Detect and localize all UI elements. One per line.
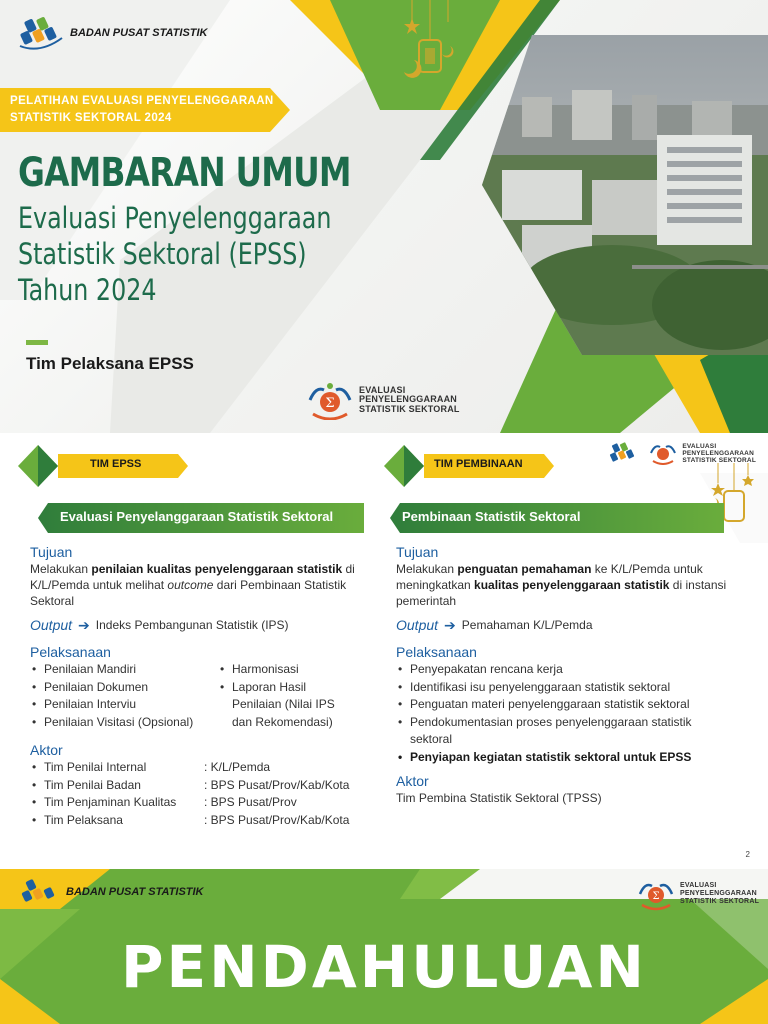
output-label: Output	[30, 617, 73, 633]
epss-small-line-2: PENYELENGGARAAN	[682, 449, 754, 457]
training-line-1: PELATIHAN EVALUASI PENYELENGGARAAN	[10, 95, 274, 107]
right-pelaksanaan-list	[396, 661, 736, 766]
list-item-bold: • Penyiapan kegiatan statistik sektoral untuk EPSS	[396, 749, 736, 767]
aktor-list	[30, 759, 370, 829]
left-pelaksanaan-heading: Pelaksanaan	[30, 644, 111, 660]
text-part: Melakukan	[396, 562, 458, 576]
pelaksanaan-list-a	[30, 661, 218, 731]
text-part: Melakukan	[30, 562, 92, 576]
svg-text:Σ: Σ	[652, 891, 660, 902]
epss-small-line-3: STATISTIK SEKTORAL	[682, 456, 756, 464]
epss-logo-line-2: PENYELENGGARAAN	[359, 394, 458, 405]
cover-slide	[0, 0, 768, 433]
aktor-row	[30, 794, 370, 812]
bps-logo	[20, 877, 204, 907]
svg-text:Σ: Σ	[325, 396, 335, 411]
tim-pembinaan-tag	[384, 445, 554, 487]
epss-logo-line-1: EVALUASI	[680, 882, 717, 889]
list-item: • Identifikasi isu penyelenggaraan statistik sektoral	[396, 679, 736, 697]
org-name: BADAN PUSAT STATISTIK	[70, 27, 208, 39]
left-tujuan-text	[30, 561, 370, 609]
left-pelaksanaan-lists	[30, 661, 370, 731]
text-bold: kualitas penyelenggaraan statistik	[474, 578, 670, 592]
line: dan Rekomendasi)	[232, 714, 333, 729]
bps-logo	[18, 16, 208, 50]
right-aktor-value: Tim Pembina Statistik Sektoral (TPSS)	[396, 791, 602, 805]
city-photo	[462, 35, 768, 355]
epss-logo-line-2: PENYELENGGARAAN	[680, 890, 757, 897]
title-line-2: Statistik Sektoral (EPSS)	[18, 237, 307, 271]
bps-emblem-icon	[20, 877, 60, 907]
right-tujuan-heading: Tujuan	[396, 544, 439, 560]
line: Laporan Hasil	[232, 679, 307, 694]
left-banner	[38, 503, 364, 533]
overview-slide	[0, 433, 768, 869]
text-part: ke K/L/Pemda untuk meningkatkan	[396, 562, 703, 592]
training-line-2: STATISTIK SEKTORAL 2024	[10, 112, 172, 124]
right-banner	[390, 503, 724, 533]
right-column	[396, 543, 736, 814]
bps-emblem-icon	[608, 442, 638, 464]
lantern-ornament	[392, 0, 472, 80]
team-name: Tim Pelaksana EPSS	[26, 354, 194, 373]
epss-logo-line-1: EVALUASI	[359, 384, 406, 395]
training-ribbon	[0, 88, 290, 132]
list-item: • Penilaian Mandiri	[30, 661, 218, 679]
tim-pembinaan-label: TIM PEMBINAAN	[434, 458, 523, 470]
text-part: di instansi pemerintah	[396, 578, 727, 608]
left-column	[30, 543, 370, 829]
output-value: Indeks Pembangunan Statistik (IPS)	[95, 618, 289, 632]
list-item: • Penguatan materi penyelenggaraan statistik sektoral	[396, 696, 736, 714]
aktor-name: • Tim Penilai Badan	[30, 777, 204, 795]
epss-small-line-1: EVALUASI	[682, 442, 717, 450]
output-label: Output	[396, 617, 439, 633]
aktor-row	[30, 777, 370, 795]
text-bold: penguatan pemahaman	[457, 562, 592, 576]
section-title: PENDAHULUAN	[121, 933, 647, 1001]
bps-emblem-icon	[18, 16, 64, 50]
aktor-row	[30, 759, 370, 777]
output-value: Pemahaman K/L/Pemda	[461, 618, 593, 632]
aktor-value: : BPS Pusat/Prov/Kab/Kota	[204, 812, 350, 827]
arrow-right-icon: ➔	[78, 617, 90, 633]
list-item: • Penilaian Dokumen	[30, 679, 218, 697]
aktor-name: • Tim Penjaminan Kualitas	[30, 794, 204, 812]
epss-logo-small	[648, 441, 756, 465]
left-aktor-heading: Aktor	[30, 742, 63, 758]
section-slide	[0, 869, 768, 1024]
title-subtitle	[18, 200, 331, 308]
aktor-name: • Tim Pelaksana	[30, 812, 204, 830]
text-part: di K/L/Pemda untuk melihat	[30, 562, 355, 592]
page-number: 2	[745, 850, 750, 859]
epss-logo	[305, 380, 460, 420]
list-item: • Pendokumentasian proses penyelenggaraan statistik sektoral	[396, 714, 736, 749]
text-italic: outcome	[167, 578, 214, 592]
right-aktor-heading: Aktor	[396, 773, 429, 789]
list-item: • Penilaian Visitasi (Opsional)	[30, 714, 218, 732]
left-output	[30, 617, 370, 633]
list-item: • Harmonisasi	[218, 661, 335, 679]
left-banner-label: Evaluasi Penyelanggaraan Statistik Sektoral	[60, 509, 334, 524]
epss-emblem-icon	[636, 877, 676, 911]
epss-logo	[636, 877, 759, 911]
arrow-right-icon: ➔	[444, 617, 456, 633]
org-name: BADAN PUSAT STATISTIK	[66, 886, 204, 898]
title-accent-dash	[26, 340, 48, 345]
aktor-row	[30, 812, 370, 830]
aktor-value: : K/L/Pemda	[204, 760, 271, 774]
left-tujuan-heading: Tujuan	[30, 544, 73, 560]
epss-emblem-icon	[305, 380, 355, 420]
tim-epss-tag	[18, 445, 188, 487]
epss-logo-line-3: STATISTIK SEKTORAL	[680, 898, 760, 905]
pelaksanaan-list-b	[218, 661, 335, 731]
overview-logos	[608, 441, 756, 465]
text-part: dari Pembinaan Statistik Sektoral	[30, 578, 347, 608]
list-item	[218, 679, 335, 732]
epss-emblem-icon	[648, 441, 678, 465]
right-tujuan-text	[396, 561, 736, 609]
aktor-name: • Tim Penilai Internal	[30, 759, 204, 777]
title-line-1: Evaluasi Penyelenggaraan	[18, 201, 332, 235]
right-output	[396, 617, 736, 633]
title-main: GAMBARAN UMUM	[18, 150, 351, 196]
line: Penilaian (Nilai IPS	[232, 697, 335, 711]
list-item: • Penilaian Interviu	[30, 696, 218, 714]
right-pelaksanaan-heading: Pelaksanaan	[396, 644, 477, 660]
text-bold: penilaian kualitas penyelenggaraan statistik	[91, 562, 343, 576]
aktor-value: : BPS Pusat/Prov	[204, 795, 297, 809]
list-item: • Penyepakatan rencana kerja	[396, 661, 736, 679]
title-line-3: Tahun 2024	[18, 273, 157, 307]
tim-epss-label: TIM EPSS	[90, 458, 142, 470]
aktor-value: : BPS Pusat/Prov/Kab/Kota	[204, 777, 350, 792]
epss-logo-line-3: STATISTIK SEKTORAL	[359, 403, 460, 414]
right-banner-label: Pembinaan Statistik Sektoral	[402, 509, 581, 524]
